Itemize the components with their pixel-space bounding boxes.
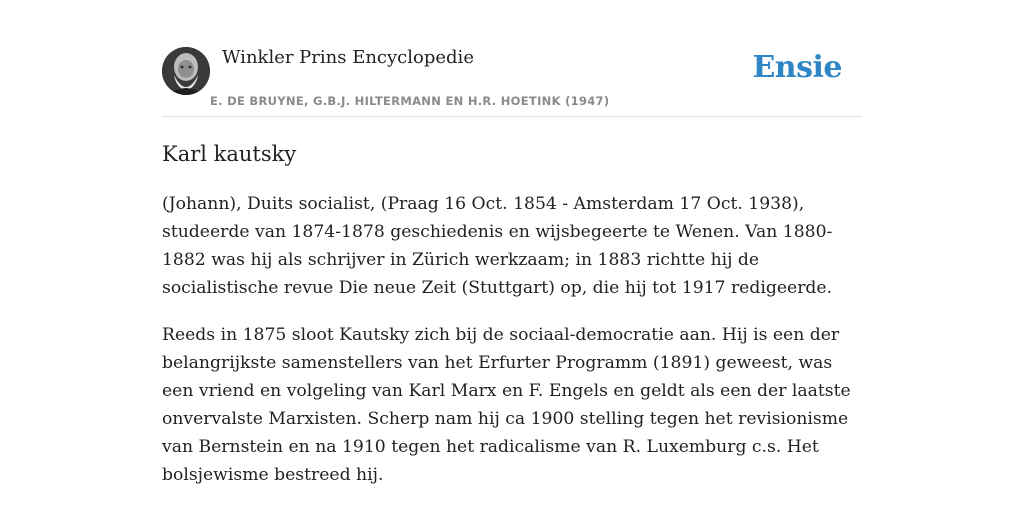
article-title: Karl kautsky	[162, 142, 297, 166]
author-avatar[interactable]	[162, 47, 210, 95]
source-title[interactable]: Winkler Prins Encyclopedie	[222, 47, 474, 68]
source-authors: E. DE BRUYNE, G.B.J. HILTERMANN EN H.R. HOETINK (1947)	[210, 94, 610, 108]
source-header	[162, 44, 862, 117]
ensie-logo[interactable]: Ensie	[752, 50, 842, 85]
portrait-photo-icon	[162, 47, 210, 95]
article-paragraph-2: Reeds in 1875 sloot Kautsky zich bij de sociaal-democratie aan. Hij is een der belangrijkste samenstellers van het Erfurter Programm (1891) geweest, was een vriend en volgeling van Karl Marx en F. Engels en geldt als een der laatste onvervalste Marxisten. Scherp nam hij ca 1900 stelling tegen het revisionisme van Bernstein en na 1910 tegen het radicalisme van R. Luxemburg c.s. Het bolsjewisme bestreed hij.	[162, 325, 851, 485]
encyclopedia-card	[162, 44, 862, 489]
article-paragraph-1: (Johann), Duits socialist, (Praag 16 Oct. 1854 - Amsterdam 17 Oct. 1938), studeerde van 1874-1878 geschiedenis en wijsbegeerte te Wenen. Van 1880-1882 was hij als schrijver in Zürich werkzaam; in 1883 richtte hij de socialistische revue Die neue Zeit (Stuttgart) op, die hij tot 1917 redigeerde.	[162, 194, 833, 298]
